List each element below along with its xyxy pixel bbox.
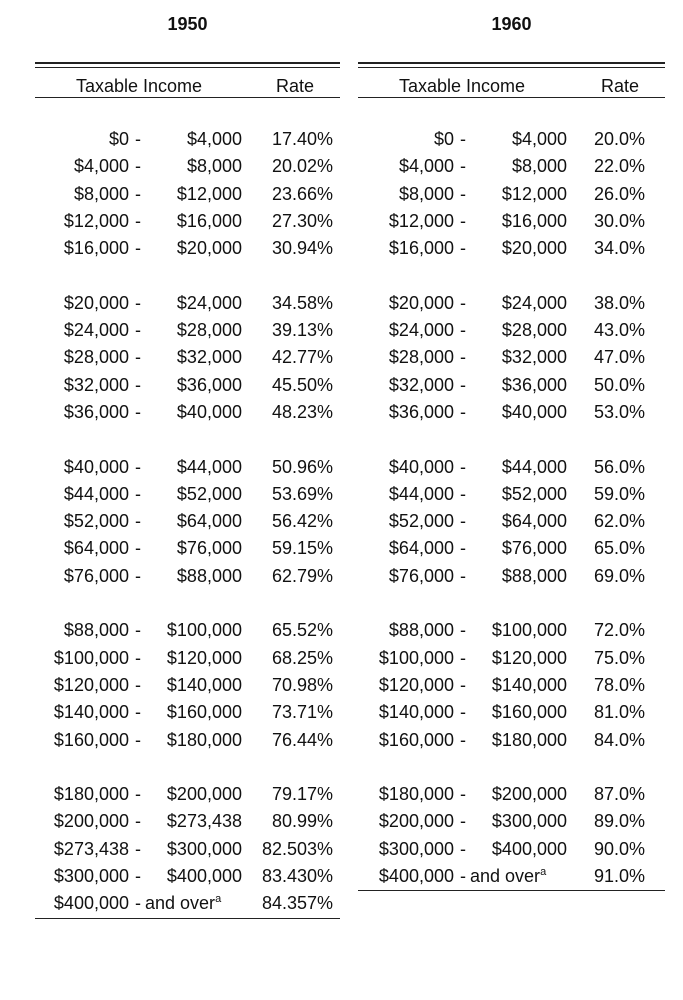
range-separator: - (460, 347, 466, 368)
income-high: $12,000 (501, 183, 567, 204)
income-low: $300,000 (378, 838, 454, 859)
income-high (470, 863, 580, 890)
table-row (35, 727, 340, 754)
tax-rate: 22.0% (593, 156, 645, 177)
range-separator: - (460, 292, 466, 313)
tax-rate: 65.0% (593, 538, 645, 559)
income-high: $20,000 (176, 238, 242, 259)
income-low: $40,000 (63, 456, 129, 477)
range-separator: - (135, 647, 141, 668)
income-high: $300,000 (166, 838, 242, 859)
income-high: $100,000 (166, 620, 242, 641)
tax-rate: 59.15% (271, 538, 333, 559)
table-row (35, 372, 340, 399)
tax-rate: 78.0% (593, 674, 645, 695)
income-low: $52,000 (63, 511, 129, 532)
column-header-rate: Rate (275, 76, 315, 96)
tax-rate: 62.79% (271, 565, 333, 586)
range-separator: - (460, 456, 466, 477)
income-high: $4,000 (186, 129, 242, 149)
income-low: $12,000 (388, 210, 454, 231)
income-high: $140,000 (491, 674, 567, 695)
tax-rate: 68.25% (271, 647, 333, 668)
income-high: $20,000 (501, 238, 567, 259)
table-row (35, 344, 340, 371)
income-high: $76,000 (501, 538, 567, 559)
range-separator: - (460, 483, 466, 504)
table-row (358, 781, 665, 808)
table-row (358, 563, 665, 590)
range-separator: - (135, 292, 141, 313)
range-separator: - (460, 702, 466, 723)
income-low: $64,000 (388, 538, 454, 559)
table-row (358, 399, 665, 426)
income-high: $44,000 (501, 456, 567, 477)
income-high: $64,000 (501, 511, 567, 532)
table-row (35, 672, 340, 699)
income-low: $8,000 (73, 183, 129, 204)
table-row (35, 699, 340, 726)
tax-rate: 87.0% (593, 784, 645, 805)
income-high: $200,000 (166, 784, 242, 805)
range-separator: - (135, 210, 141, 231)
range-separator: - (460, 156, 466, 177)
income-high: $28,000 (501, 320, 567, 341)
income-low: $200,000 (378, 811, 454, 832)
range-separator: - (460, 784, 466, 805)
income-low: $8,000 (398, 183, 454, 204)
tax-rate: 83.430% (261, 866, 333, 887)
income-high: $64,000 (176, 511, 242, 532)
table-row (35, 481, 340, 508)
income-low: $52,000 (388, 511, 454, 532)
tax-rate: 39.13% (271, 320, 333, 341)
tax-rate: 27.30% (271, 210, 333, 231)
table-row (35, 235, 340, 262)
income-low: $28,000 (388, 347, 454, 368)
tax-rate: 73.71% (271, 702, 333, 723)
income-low: $180,000 (378, 784, 454, 805)
tax-rate: 69.0% (593, 565, 645, 586)
income-high: $120,000 (491, 647, 567, 668)
tax-rate: 26.0% (593, 183, 645, 204)
year-heading-1960: 1960 (491, 14, 532, 34)
income-low: $160,000 (53, 729, 129, 750)
range-separator: - (135, 565, 141, 586)
table-row (358, 645, 665, 672)
income-low: $16,000 (388, 238, 454, 259)
income-low: $24,000 (388, 320, 454, 341)
income-high: $32,000 (501, 347, 567, 368)
range-separator: - (460, 620, 466, 641)
range-separator: - (135, 811, 141, 832)
range-separator: - (460, 183, 466, 204)
income-low: $20,000 (388, 292, 454, 313)
income-low: $120,000 (53, 674, 129, 695)
income-high: $36,000 (501, 374, 567, 395)
tax-rate: 81.0% (593, 702, 645, 723)
range-separator: - (460, 674, 466, 695)
header-rule (358, 97, 665, 98)
range-separator: - (135, 156, 141, 177)
income-low: $400,000 (378, 866, 454, 887)
income-high: $24,000 (176, 292, 242, 313)
tax-rate: 62.0% (593, 511, 645, 532)
income-high: $88,000 (176, 565, 242, 586)
tax-rate: 70.98% (271, 674, 333, 695)
income-low: $44,000 (63, 483, 129, 504)
tax-rate: 30.0% (593, 210, 645, 231)
tax-rate: 23.66% (271, 183, 333, 204)
and-over-label: and over (470, 866, 541, 887)
tax-rate: 80.99% (271, 811, 333, 832)
column-header-taxable-income: Taxable Income (398, 76, 526, 96)
income-low: $200,000 (53, 811, 129, 832)
income-high: $400,000 (166, 866, 242, 887)
tax-rate: 45.50% (271, 374, 333, 395)
income-high: $273,438 (166, 811, 242, 832)
income-low: $20,000 (63, 292, 129, 313)
income-low: $0 (108, 129, 129, 149)
range-separator: - (460, 238, 466, 259)
income-high: $88,000 (501, 565, 567, 586)
income-low: $140,000 (378, 702, 454, 723)
table-row (35, 890, 340, 917)
income-high: $140,000 (166, 674, 242, 695)
table-row (358, 617, 665, 644)
income-high: $160,000 (491, 702, 567, 723)
range-separator: - (135, 511, 141, 532)
table-row (35, 781, 340, 808)
table-1960 (358, 0, 665, 1000)
tax-rate: 34.58% (271, 292, 333, 313)
tax-rate: 82.503% (261, 838, 333, 859)
income-high: $120,000 (166, 647, 242, 668)
tax-rate: 34.0% (593, 238, 645, 259)
income-high: $200,000 (491, 784, 567, 805)
table-row (35, 126, 340, 153)
income-low: $12,000 (63, 210, 129, 231)
income-high: $160,000 (166, 702, 242, 723)
table-row (358, 235, 665, 262)
and-over-label: and over (145, 893, 216, 914)
income-high: $100,000 (491, 620, 567, 641)
table-row (358, 836, 665, 863)
table-row (35, 399, 340, 426)
range-separator: - (135, 866, 141, 887)
income-high: $44,000 (176, 456, 242, 477)
income-low: $88,000 (63, 620, 129, 641)
table-row (35, 563, 340, 590)
range-separator: - (460, 866, 466, 887)
table-row (358, 153, 665, 180)
range-separator: - (460, 401, 466, 422)
range-separator: - (135, 401, 141, 422)
income-high: $28,000 (176, 320, 242, 341)
range-separator: - (460, 320, 466, 341)
range-separator: - (135, 483, 141, 504)
income-low: $76,000 (388, 565, 454, 586)
income-low: $400,000 (53, 893, 129, 914)
range-separator: - (135, 238, 141, 259)
range-separator: - (135, 893, 141, 914)
table-row (35, 181, 340, 208)
range-separator: - (135, 784, 141, 805)
tax-rate: 84.0% (593, 729, 645, 750)
tax-rate: 65.52% (271, 620, 333, 641)
table-row (358, 508, 665, 535)
tax-rate: 48.23% (271, 401, 333, 422)
column-header-rate: Rate (600, 76, 640, 96)
table-row (358, 317, 665, 344)
table-row (358, 454, 665, 481)
tax-rate: 30.94% (271, 238, 333, 259)
range-separator: - (135, 838, 141, 859)
table-row (35, 454, 340, 481)
table-row (358, 699, 665, 726)
tax-rate: 59.0% (593, 483, 645, 504)
footnote-marker: a (540, 866, 547, 879)
range-separator: - (135, 129, 141, 149)
table-row (358, 672, 665, 699)
bracket-list (358, 126, 665, 891)
tax-rate: 76.44% (271, 729, 333, 750)
range-separator: - (460, 374, 466, 395)
bottom-rule (35, 918, 340, 919)
income-high: $32,000 (176, 347, 242, 368)
income-low: $0 (433, 129, 454, 149)
double-rule (358, 62, 665, 68)
income-high: $36,000 (176, 374, 242, 395)
income-low: $40,000 (388, 456, 454, 477)
income-low: $16,000 (63, 238, 129, 259)
table-row (35, 153, 340, 180)
table-row (358, 727, 665, 754)
income-low: $76,000 (63, 565, 129, 586)
range-separator: - (460, 811, 466, 832)
tax-rate: 56.0% (593, 456, 645, 477)
table-row (358, 808, 665, 835)
income-low: $100,000 (378, 647, 454, 668)
income-low: $273,438 (53, 838, 129, 859)
range-separator: - (460, 129, 466, 149)
range-separator: - (460, 210, 466, 231)
table-1950 (35, 0, 340, 1000)
tax-rate: 50.96% (271, 456, 333, 477)
income-low: $4,000 (398, 156, 454, 177)
income-high: $52,000 (176, 483, 242, 504)
range-separator: - (460, 511, 466, 532)
range-separator: - (135, 320, 141, 341)
income-high: $12,000 (176, 183, 242, 204)
range-separator: - (135, 674, 141, 695)
range-separator: - (135, 620, 141, 641)
table-row (35, 617, 340, 644)
tax-rate: 84.357% (261, 893, 333, 914)
income-high: $16,000 (176, 210, 242, 231)
table-row (358, 126, 665, 153)
income-high: $76,000 (176, 538, 242, 559)
range-separator: - (460, 565, 466, 586)
tax-rate: 75.0% (593, 647, 645, 668)
table-row (35, 836, 340, 863)
income-low: $32,000 (388, 374, 454, 395)
table-row (35, 290, 340, 317)
range-separator: - (135, 702, 141, 723)
tax-rate: 43.0% (593, 320, 645, 341)
bottom-rule (358, 890, 665, 891)
income-high: $300,000 (491, 811, 567, 832)
tax-rate: 72.0% (593, 620, 645, 641)
table-row (358, 863, 665, 890)
table-row (358, 290, 665, 317)
income-high: $40,000 (501, 401, 567, 422)
tax-rate: 20.0% (593, 129, 645, 149)
income-low: $24,000 (63, 320, 129, 341)
tax-rate: 53.69% (271, 483, 333, 504)
range-separator: - (460, 647, 466, 668)
header-rule (35, 97, 340, 98)
income-low: $300,000 (53, 866, 129, 887)
range-separator: - (135, 729, 141, 750)
income-high: $4,000 (511, 129, 567, 149)
table-row (35, 535, 340, 562)
income-low: $120,000 (378, 674, 454, 695)
tax-rate: 79.17% (271, 784, 333, 805)
income-low: $64,000 (63, 538, 129, 559)
table-row (35, 863, 340, 890)
income-low: $160,000 (378, 729, 454, 750)
income-low: $88,000 (388, 620, 454, 641)
tax-rate: 91.0% (593, 866, 645, 887)
income-high: $180,000 (491, 729, 567, 750)
tax-rate: 42.77% (271, 347, 333, 368)
tax-rate: 53.0% (593, 401, 645, 422)
income-low: $100,000 (53, 647, 129, 668)
tax-rate: 17.40% (271, 129, 333, 149)
income-low: $28,000 (63, 347, 129, 368)
bracket-list (35, 126, 340, 919)
table-row (358, 372, 665, 399)
income-low: $180,000 (53, 784, 129, 805)
income-low: $44,000 (388, 483, 454, 504)
income-low: $140,000 (53, 702, 129, 723)
tax-rate: 50.0% (593, 374, 645, 395)
income-low: $32,000 (63, 374, 129, 395)
table-row (35, 808, 340, 835)
range-separator: - (135, 183, 141, 204)
range-separator: - (460, 729, 466, 750)
table-row (358, 181, 665, 208)
tax-rate: 90.0% (593, 838, 645, 859)
table-row (358, 535, 665, 562)
tax-rate: 56.42% (271, 511, 333, 532)
table-row (35, 645, 340, 672)
table-row (358, 481, 665, 508)
income-high: $8,000 (511, 156, 567, 177)
income-high: $400,000 (491, 838, 567, 859)
year-heading-1950: 1950 (167, 14, 208, 34)
income-low: $36,000 (63, 401, 129, 422)
range-separator: - (135, 374, 141, 395)
income-high: $52,000 (501, 483, 567, 504)
column-header-taxable-income: Taxable Income (75, 76, 203, 96)
range-separator: - (460, 538, 466, 559)
income-high: $40,000 (176, 401, 242, 422)
table-row (358, 344, 665, 371)
table-row (358, 208, 665, 235)
range-separator: - (135, 456, 141, 477)
range-separator: - (460, 838, 466, 859)
tax-rate: 20.02% (271, 156, 333, 177)
double-rule (35, 62, 340, 68)
income-low: $4,000 (73, 156, 129, 177)
range-separator: - (135, 347, 141, 368)
income-high: $180,000 (166, 729, 242, 750)
income-high: $8,000 (186, 156, 242, 177)
income-high: $24,000 (501, 292, 567, 313)
table-row (35, 317, 340, 344)
tax-rate: 47.0% (593, 347, 645, 368)
income-high: $16,000 (501, 210, 567, 231)
income-high (145, 890, 255, 917)
tax-rate: 38.0% (593, 292, 645, 313)
income-low: $36,000 (388, 401, 454, 422)
table-row (35, 508, 340, 535)
tax-rate: 89.0% (593, 811, 645, 832)
range-separator: - (135, 538, 141, 559)
table-row (35, 208, 340, 235)
footnote-marker: a (215, 893, 222, 906)
